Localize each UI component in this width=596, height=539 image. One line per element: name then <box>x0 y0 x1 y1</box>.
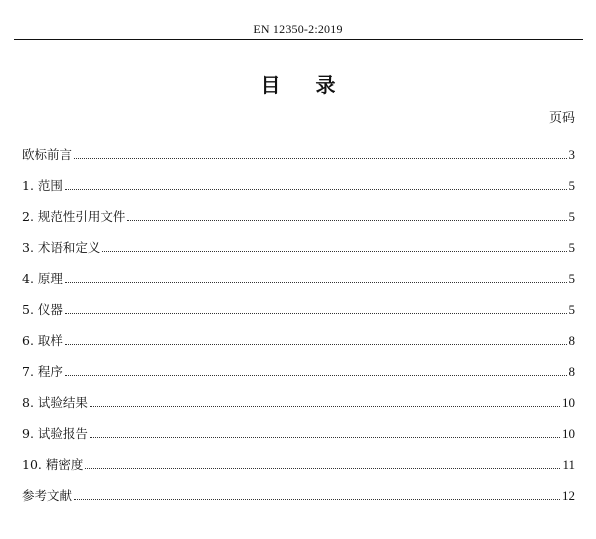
toc-entry-page: 12 <box>562 488 575 503</box>
toc-entry-label: 9. 试验报告 <box>22 426 88 441</box>
dot-leader <box>65 281 567 283</box>
toc-entry-label: 6. 取样 <box>22 333 63 348</box>
toc-entry-page: 11 <box>562 457 575 472</box>
toc-entry-label: 参考文献 <box>22 488 73 503</box>
toc-entry-label: 欧标前言 <box>22 147 73 162</box>
toc-entry-label: 10. 精密度 <box>22 457 84 472</box>
dot-leader <box>90 436 560 438</box>
toc-entry-principle[interactable] <box>22 256 575 287</box>
header-divider <box>14 39 583 40</box>
toc-entry-test-result[interactable] <box>22 380 575 411</box>
table-of-contents <box>22 132 575 504</box>
toc-entry-page: 8 <box>568 364 575 379</box>
toc-entry-precision[interactable] <box>22 442 575 473</box>
toc-entry-page: 5 <box>568 240 575 255</box>
toc-entry-scope[interactable] <box>22 163 575 194</box>
dot-leader <box>65 374 567 376</box>
toc-entry-label: 8. 试验结果 <box>22 395 88 410</box>
toc-entry-page: 5 <box>568 209 575 224</box>
toc-entry-terms-definitions[interactable] <box>22 225 575 256</box>
toc-entry-page: 5 <box>568 178 575 193</box>
dot-leader <box>85 467 560 469</box>
toc-entry-label: 2. 规范性引用文件 <box>22 209 126 224</box>
toc-entry-label: 3. 术语和定义 <box>22 240 101 255</box>
toc-entry-page: 10 <box>562 395 575 410</box>
toc-entry-test-report[interactable] <box>22 411 575 442</box>
dot-leader <box>90 405 560 407</box>
toc-entry-label: 5. 仪器 <box>22 302 63 317</box>
dot-leader <box>102 250 566 252</box>
dot-leader <box>127 219 566 221</box>
toc-entry-label: 4. 原理 <box>22 271 63 286</box>
page-column-label: 页码 <box>548 111 575 126</box>
dot-leader <box>74 498 560 500</box>
dot-leader <box>65 188 567 190</box>
toc-entry-page: 10 <box>562 426 575 441</box>
dot-leader <box>65 343 567 345</box>
toc-title: 目 录 <box>260 73 350 97</box>
toc-entry-apparatus[interactable] <box>22 287 575 318</box>
dot-leader <box>74 157 566 159</box>
toc-entry-label: 7. 程序 <box>22 364 63 379</box>
toc-entry-sampling[interactable] <box>22 318 575 349</box>
toc-entry-procedure[interactable] <box>22 349 575 380</box>
toc-entry-normative-references[interactable] <box>22 194 575 225</box>
dot-leader <box>65 312 567 314</box>
toc-entry-page: 5 <box>568 302 575 317</box>
toc-entry-foreword[interactable] <box>22 132 575 163</box>
toc-entry-label: 1. 范围 <box>22 178 63 193</box>
document-standard-code: EN 12350-2:2019 <box>253 22 343 36</box>
toc-entry-page: 5 <box>568 271 575 286</box>
toc-entry-page: 8 <box>568 333 575 348</box>
toc-entry-bibliography[interactable] <box>22 473 575 504</box>
toc-entry-page: 3 <box>568 147 575 162</box>
